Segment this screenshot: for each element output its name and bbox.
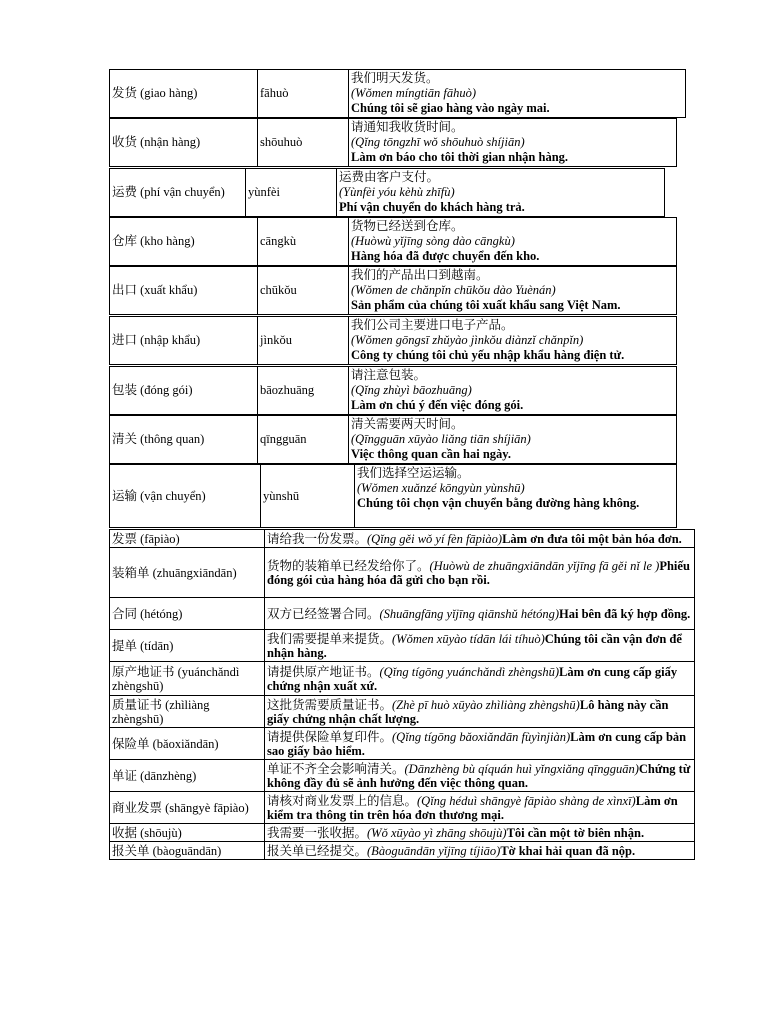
example-pinyin: (Qǐng gěi wǒ yí fèn fāpiào)	[367, 531, 503, 546]
example-cell	[265, 630, 695, 662]
example-cell	[349, 317, 677, 365]
example-cell	[265, 696, 695, 728]
example-cell	[337, 169, 665, 217]
table-row	[110, 760, 695, 792]
example-translation: Hàng hóa đã được chuyển đến kho.	[351, 249, 540, 263]
table-row	[110, 792, 695, 824]
example-chinese: 我们需要提单来提货。	[267, 631, 393, 646]
example-pinyin: (Zhè pī huò xūyào zhìliàng zhèngshū)	[392, 697, 580, 712]
example-pinyin: (Qīngguān xūyào liǎng tiān shíjiān)	[351, 432, 531, 446]
pinyin-cell: fāhuò	[258, 70, 349, 118]
example-translation: Chúng tôi cần vận đơn để nhận hàng.	[267, 631, 682, 660]
example-cell	[265, 824, 695, 842]
example-chinese: 单证不齐全会影响清关。	[267, 761, 405, 776]
example-cell	[355, 465, 677, 528]
term-cell: 发票 (fāpiào)	[110, 530, 265, 548]
example-translation: Chúng tôi sẽ giao hàng vào ngày mai.	[351, 101, 550, 115]
example-translation: Hai bên đã ký hợp đồng.	[559, 606, 691, 621]
term-cell: 质量证书 (zhìliàng zhèngshū)	[110, 696, 265, 728]
example-pinyin: (Shuāngfāng yǐjīng qiānshǔ hétóng)	[379, 606, 560, 621]
example-cell	[349, 218, 677, 266]
table-row	[110, 530, 695, 548]
example-translation: Tôi cần một tờ biên nhận.	[506, 825, 645, 840]
example-translation: Phiếu đóng gói của hàng hóa đã gửi cho bạn rồi.	[267, 558, 690, 587]
example-chinese: 货物已经送到仓库。	[351, 219, 464, 233]
example-pinyin: (Wǒmen de chǎnpǐn chūkǒu dào Yuènán)	[351, 283, 556, 297]
example-pinyin: (Qǐng zhùyì bāozhuāng)	[351, 383, 472, 397]
example-translation: Làm ơn kiểm tra thông tin trên hóa đơn thương mại.	[267, 793, 678, 822]
example-pinyin: (Qǐng héduì shāngyè fāpiào shàng de xìnxī)	[417, 793, 636, 808]
example-pinyin: (Wǒmen míngtiān fāhuò)	[351, 86, 476, 100]
example-chinese: 这批货需要质量证书。	[267, 697, 393, 712]
example-cell	[265, 760, 695, 792]
example-pinyin: (Wǒmen xuǎnzé kōngyùn yùnshū)	[357, 481, 525, 495]
term-cell: 单证 (dānzhèng)	[110, 760, 265, 792]
pinyin-cell: cāngkù	[258, 218, 349, 266]
example-chinese: 我需要一张收据。	[267, 825, 368, 840]
table-row	[110, 598, 695, 630]
example-translation: Làm ơn chú ý đến việc đóng gói.	[351, 398, 524, 412]
example-cell	[349, 416, 677, 464]
example-cell	[265, 728, 695, 760]
example-pinyin: (Wǒmen xūyào tídān lái tíhuò)	[392, 631, 545, 646]
term-cell: 保险单 (bǎoxiǎndān)	[110, 728, 265, 760]
term-cell: 运输 (vận chuyển)	[110, 465, 261, 528]
vocab-row	[109, 464, 677, 528]
example-translation: Lô hàng này cần giấy chứng nhận chất lượng.	[267, 697, 669, 726]
pinyin-cell: shōuhuò	[258, 119, 349, 167]
example-chinese: 双方已经签署合同。	[267, 606, 380, 621]
term-cell: 原产地证书 (yuánchǎndì zhèngshū)	[110, 662, 265, 696]
example-chinese: 请注意包装。	[351, 368, 427, 382]
example-cell	[265, 842, 695, 860]
example-chinese: 清关需要两天时间。	[351, 417, 464, 431]
term-cell: 运费 (phí vận chuyển)	[110, 169, 246, 217]
table-row	[110, 824, 695, 842]
table-row	[110, 728, 695, 760]
pinyin-cell: chūkǒu	[258, 267, 349, 315]
example-translation: Chúng tôi chọn vận chuyển bằng đường hàng không.	[357, 496, 640, 510]
example-chinese: 请提供原产地证书。	[267, 664, 380, 679]
pinyin-cell: jìnkǒu	[258, 317, 349, 365]
example-pinyin: (Wǒ xūyào yì zhāng shōujù)	[367, 825, 507, 840]
example-chinese: 我们明天发货。	[351, 71, 439, 85]
example-cell	[349, 267, 677, 315]
table-row	[110, 548, 695, 598]
term-cell: 装箱单 (zhuāngxiāndān)	[110, 548, 265, 598]
example-chinese: 我们选择空运运输。	[357, 466, 470, 480]
example-pinyin: (Huòwù de zhuāngxiāndān yǐjīng fā gěi nǐ le )	[429, 558, 660, 573]
example-cell	[265, 662, 695, 696]
term-cell: 提单 (tídān)	[110, 630, 265, 662]
example-cell	[265, 530, 695, 548]
example-pinyin: (Wǒmen gōngsī zhǔyào jìnkǒu diànzǐ chǎnpǐn)	[351, 333, 584, 347]
example-translation: Làm ơn báo cho tôi thời gian nhận hàng.	[351, 150, 569, 164]
table-row	[110, 696, 695, 728]
pinyin-cell: yùnshū	[261, 465, 355, 528]
documents-table	[109, 529, 695, 860]
vocab-row	[109, 69, 686, 118]
example-translation: Làm ơn cung cấp giấy chứng nhận xuất xứ.	[267, 664, 678, 693]
example-pinyin: (Qǐng tígōng yuánchǎndì zhèngshū)	[379, 664, 560, 679]
example-pinyin: (Huòwù yǐjīng sòng dào cāngkù)	[351, 234, 515, 248]
example-chinese: 请提供保险单复印件。	[267, 729, 393, 744]
pinyin-cell: bāozhuāng	[258, 367, 349, 415]
example-translation: Chứng từ không đầy đủ sẽ ảnh hưởng đến việc thông quan.	[267, 761, 691, 790]
example-pinyin: (Qǐng tígōng bǎoxiǎndān fùyìnjiàn)	[392, 729, 571, 744]
pinyin-cell: yùnfèi	[246, 169, 337, 217]
example-translation: Sản phẩm của chúng tôi xuất khẩu sang Việt Nam.	[351, 298, 621, 312]
example-cell	[349, 119, 677, 167]
term-cell: 清关 (thông quan)	[110, 416, 258, 464]
example-pinyin: (Dānzhèng bù qíquán huì yǐngxiǎng qīngguān)	[404, 761, 639, 776]
vocab-row	[109, 415, 677, 464]
example-chinese: 报关单已经提交。	[267, 843, 368, 858]
example-cell	[265, 548, 695, 598]
example-cell	[265, 598, 695, 630]
example-cell	[265, 792, 695, 824]
pinyin-cell: qīngguān	[258, 416, 349, 464]
example-chinese: 货物的装箱单已经发给你了。	[267, 558, 430, 573]
example-translation: Công ty chúng tôi chủ yếu nhập khẩu hàng điện tử.	[351, 348, 625, 362]
example-chinese: 请通知我收货时间。	[351, 120, 464, 134]
table-row	[110, 630, 695, 662]
example-chinese: 请核对商业发票上的信息。	[267, 793, 418, 808]
example-translation: Phí vận chuyển do khách hàng trả.	[339, 200, 525, 214]
example-translation: Làm ơn đưa tôi một bản hóa đơn.	[502, 531, 682, 546]
example-chinese: 我们的产品出口到越南。	[351, 268, 489, 282]
term-cell: 进口 (nhập khẩu)	[110, 317, 258, 365]
vocab-row	[109, 366, 677, 415]
example-pinyin: (Qǐng tōngzhī wǒ shōuhuò shíjiān)	[351, 135, 525, 149]
example-chinese: 请给我一份发票。	[267, 531, 368, 546]
example-chinese: 运费由客户支付。	[339, 170, 440, 184]
vocab-row	[109, 266, 677, 315]
example-translation: Làm ơn cung cấp bản sao giấy bảo hiểm.	[267, 729, 687, 758]
example-chinese: 我们公司主要进口电子产品。	[351, 318, 514, 332]
example-pinyin: (Yùnfèi yóu kèhù zhīfù)	[339, 185, 455, 199]
table-row	[110, 842, 695, 860]
term-cell: 商业发票 (shāngyè fāpiào)	[110, 792, 265, 824]
example-translation: Việc thông quan cần hai ngày.	[351, 447, 511, 461]
vocab-row	[109, 168, 665, 217]
term-cell: 发货 (giao hàng)	[110, 70, 258, 118]
term-cell: 出口 (xuất khẩu)	[110, 267, 258, 315]
term-cell: 收货 (nhận hàng)	[110, 119, 258, 167]
example-translation: Tờ khai hải quan đã nộp.	[500, 843, 636, 858]
table-row	[110, 662, 695, 696]
term-cell: 收据 (shōujù)	[110, 824, 265, 842]
vocab-row	[109, 316, 677, 365]
term-cell: 合同 (hétóng)	[110, 598, 265, 630]
example-pinyin: (Bàoguāndān yǐjīng tíjiāo)	[367, 843, 501, 858]
term-cell: 仓库 (kho hàng)	[110, 218, 258, 266]
term-cell: 包装 (đóng gói)	[110, 367, 258, 415]
vocab-row	[109, 118, 677, 167]
example-cell	[349, 367, 677, 415]
term-cell: 报关单 (bàoguāndān)	[110, 842, 265, 860]
vocab-row	[109, 217, 677, 266]
example-cell	[349, 70, 686, 118]
